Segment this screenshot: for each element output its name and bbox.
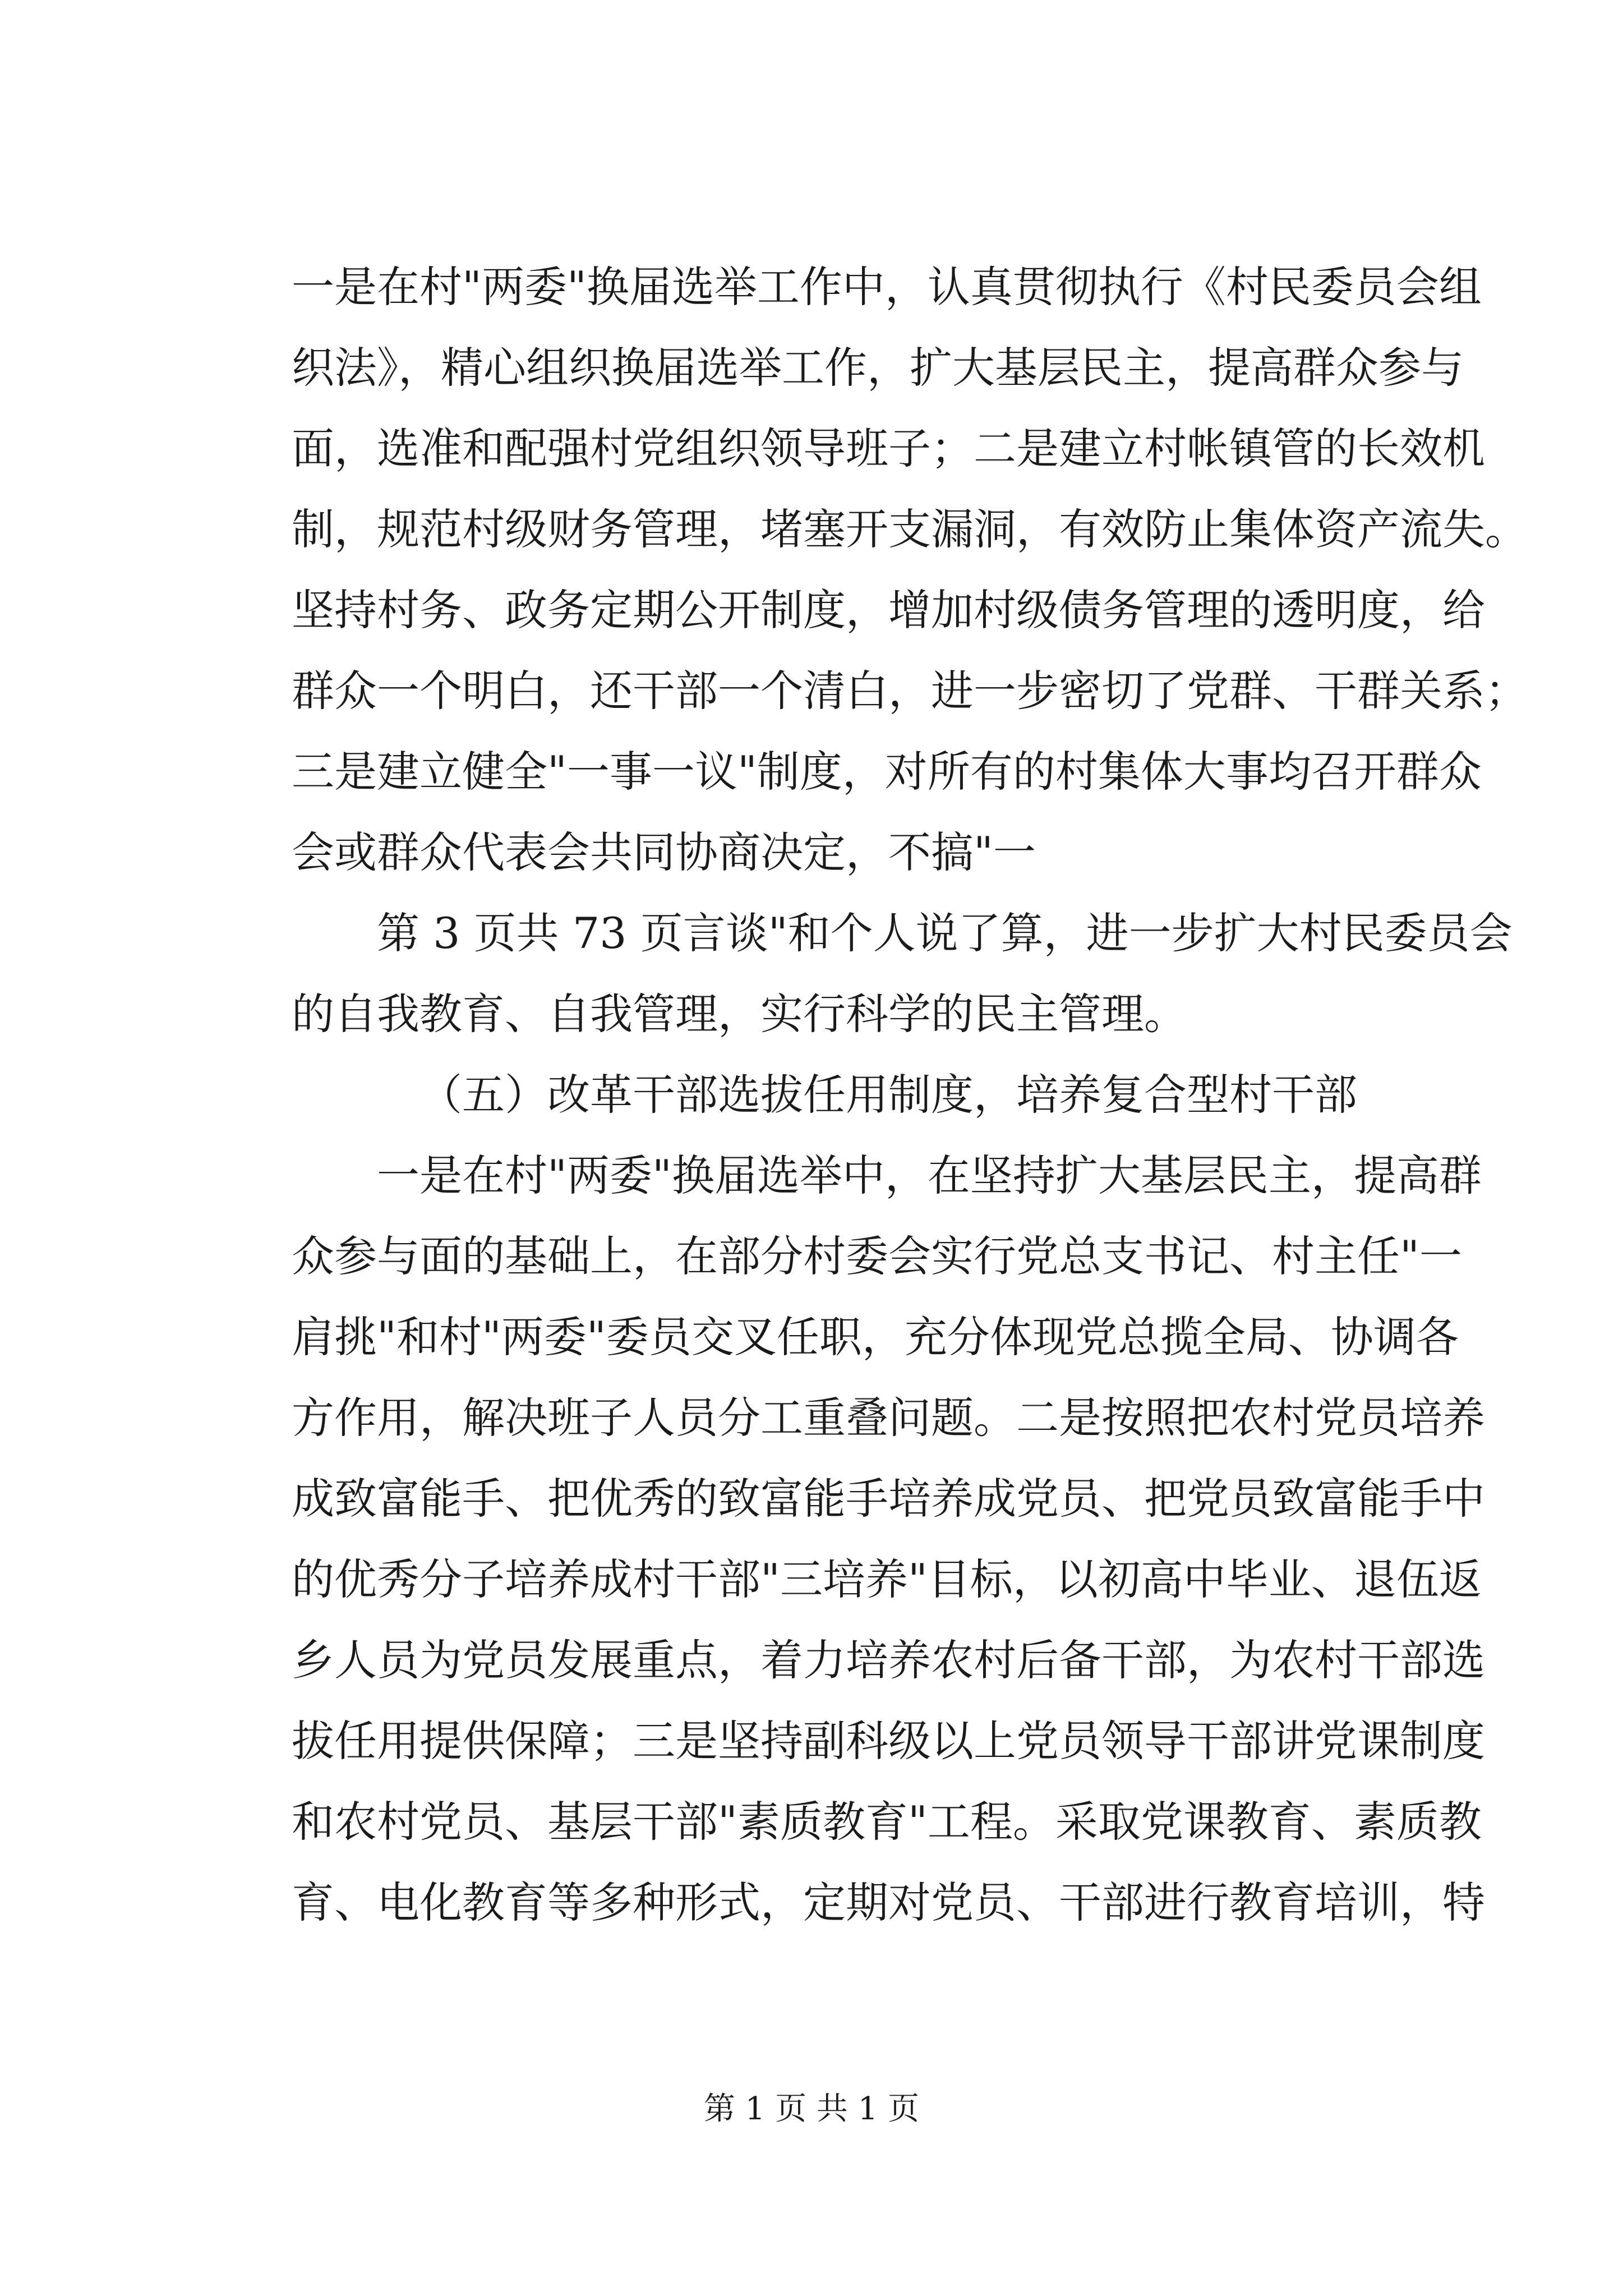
text-line: 面，选准和配强村党组织领导班子；二是建立村帐镇管的长效机 — [292, 424, 1485, 473]
text-line: 群众一个明白，还干部一个清白，进一步密切了党群、干群关系； — [292, 666, 1528, 716]
text-line: 一是在村"两委"换届选举工作中，认真贯彻执行《村民委员会组 — [292, 262, 1482, 312]
text-line: 的自我教育、自我管理，实行科学的民主管理。 — [292, 989, 1187, 1039]
text-line: 织法》，精心组织换届选举工作，扩大基层民主，提高群众参与 — [292, 343, 1464, 393]
page-footer: 第 1 页 共 1 页 — [703, 2091, 920, 2127]
document-body — [292, 247, 1528, 1943]
text-line: 拔任用提供保障；三是坚持副科级以上党员领导干部讲党课制度 — [292, 1716, 1485, 1766]
text-line: 肩挑"和村"两委"委员交叉任职，充分体现党总揽全局、协调各 — [292, 1312, 1459, 1362]
text-line: 第 3 页共 73 页言谈"和个人说了算，进一步扩大村民委员会 — [377, 908, 1513, 958]
section-heading: （五）改革干部选拔任用制度，培养复合型村干部 — [419, 1070, 1357, 1120]
text-line: 会或群众代表会共同协商决定，不搞"一 — [292, 827, 1036, 877]
text-line: 的优秀分子培养成村干部"三培养"目标，以初高中毕业、退伍返 — [292, 1554, 1482, 1604]
text-line: 育、电化教育等多种形式，定期对党员、干部进行教育培训，特 — [292, 1878, 1485, 1927]
text-line: 一是在村"两委"换届选举中，在坚持扩大基层民主，提高群 — [377, 1151, 1482, 1200]
text-line: 成致富能手、把优秀的致富能手培养成党员、把党员致富能手中 — [292, 1474, 1485, 1524]
text-line: 和农村党员、基层干部"素质教育"工程。采取党课教育、素质教 — [292, 1797, 1482, 1847]
text-line: 制，规范村级财务管理，堵塞开支漏洞，有效防止集体资产流失。 — [292, 504, 1528, 554]
text-line: 坚持村务、政务定期公开制度，增加村级债务管理的透明度，给 — [292, 585, 1485, 635]
text-line: 众参与面的基础上，在部分村委会实行党总支书记、村主任"一 — [292, 1231, 1462, 1281]
text-line: 方作用，解决班子人员分工重叠问题。二是按照把农村党员培养 — [292, 1393, 1485, 1443]
text-line: 乡人员为党员发展重点，着力培养农村后备干部，为农村干部选 — [292, 1635, 1485, 1685]
text-line: 三是建立健全"一事一议"制度，对所有的村集体大事均召开群众 — [292, 747, 1482, 797]
